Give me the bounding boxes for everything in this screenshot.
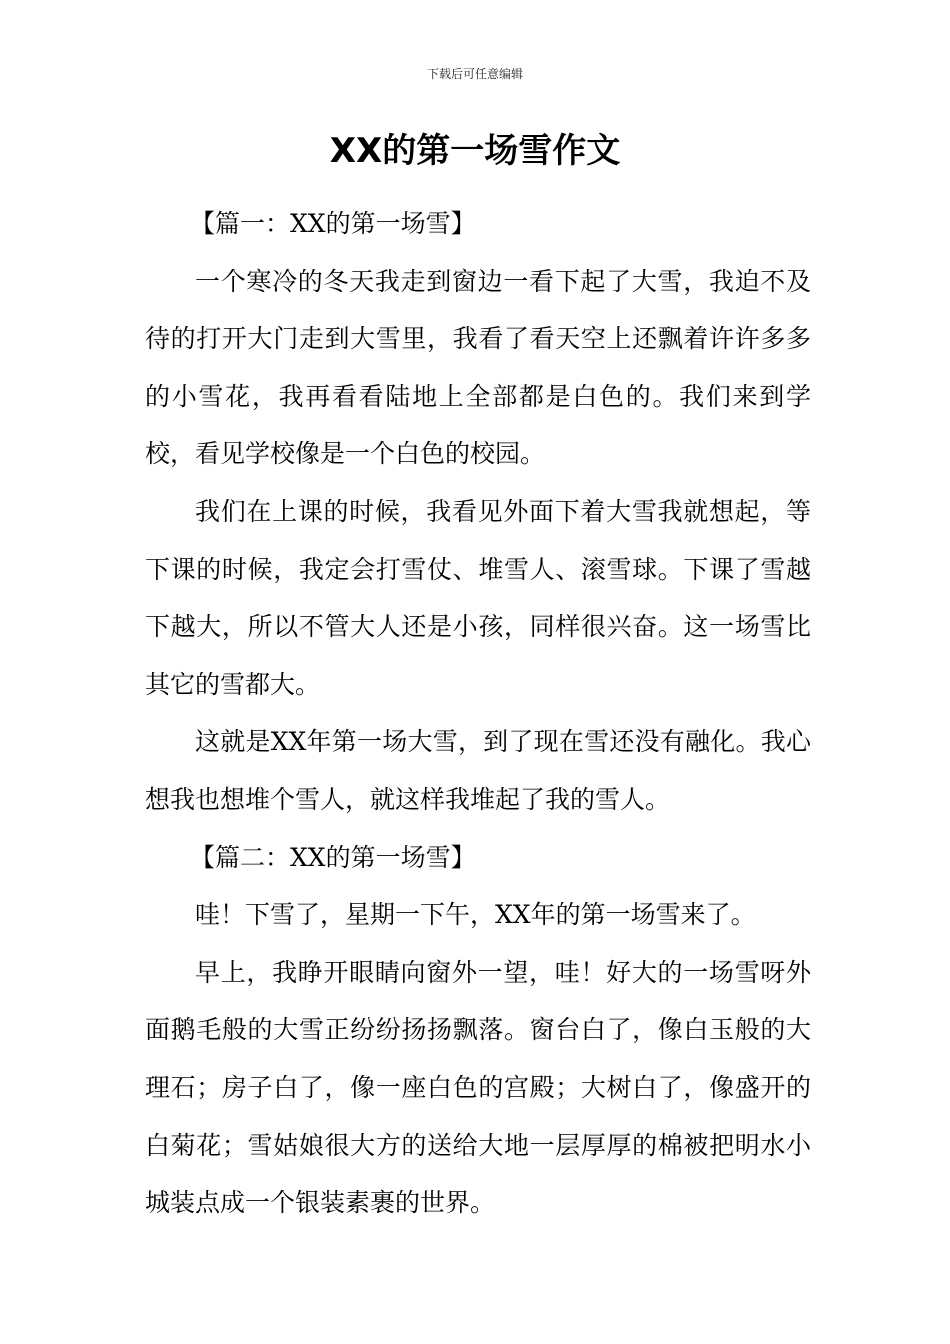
body-paragraph: 早上，我睁开眼睛向窗外一望，哇！好大的一场雪呀外面鹅毛般的大雪正纷纷扬扬飘落。窗台白了，像白玉般的大理石；房子白了，像一座白色的宫殿；大树白了，像盛开的白菊花；雪姑娘很大方的送给大地一层厚厚的棉被把明水小城装点成一个银装素裹的世界。 — [145, 957, 811, 1218]
header-note: 下载后可任意编辑 — [426, 67, 523, 81]
section-heading-2: 【篇二：XX的第一场雪】 — [190, 842, 476, 872]
body-paragraph: 我们在上课的时候，我看见外面下着大雪我就想起，等下课的时候，我定会打雪仗、堆雪人、滚雪球。下课了雪越下越大，所以不管大人还是小孩，同样很兴奋。这一场雪比其它的雪都大。 — [145, 496, 811, 699]
section-heading-1: 【篇一：XX的第一场雪】 — [190, 209, 476, 238]
body-paragraph: 这就是XX年第一场大雪，到了现在雪还没有融化。我心想我也想堆个雪人，就这样我堆起了我的雪人。 — [145, 727, 811, 814]
body-paragraph: 一个寒冷的冬天我走到窗边一看下起了大雪，我迫不及待的打开大门走到大雪里，我看了看天空上还飘着许许多多的小雪花，我再看看陆地上全部都是白色的。我们来到学校，看见学校像是一个白色的校园。 — [145, 266, 811, 469]
document-title: XX的第一场雪作文 — [329, 131, 621, 171]
document-body — [145, 195, 811, 1232]
body-paragraph: 哇！下雪了，星期一下午，XX年的第一场雪来了。 — [195, 900, 756, 930]
